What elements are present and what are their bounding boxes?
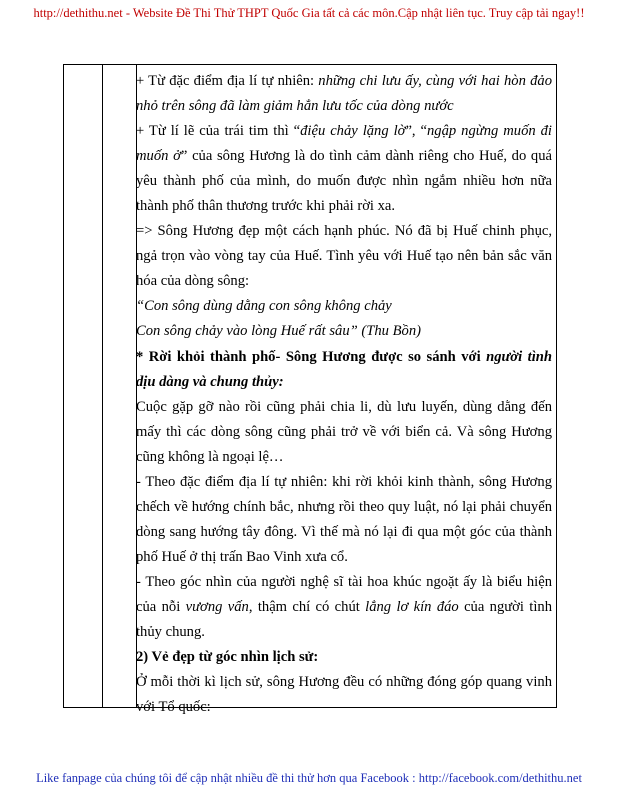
paragraph-conclusion: => Sông Hương đẹp một cách hạnh phúc. Nó đã bị Huế chinh phục, ngả trọn vào vòng tay của Huế. Tình yêu với Huế tạo nên bản sắc văn hóa của dòng sông:: [136, 223, 552, 290]
section-heading-leaving-city: * Rời khỏi thành phố- Sông Hương được so sánh với người tình dịu dàng và chung thủy:: [136, 348, 552, 390]
answer-content: [136, 69, 552, 720]
paragraph-geography-1: + Từ đặc điểm địa lí tự nhiên: những chi lưu ấy, cùng với hai hòn đảo nhỏ trên sông đã làm giảm hẳn lưu tốc của dòng nước: [136, 73, 552, 115]
page-footer-link[interactable]: Like fanpage của chúng tôi để cập nhật nhiều đề thi thử hơn qua Facebook : http://facebook.com/dethithu.net: [36, 771, 582, 785]
paragraph-history: Ở mỗi thời kì lịch sử, sông Hương đều có những đóng góp quang vinh với Tổ quốc:: [136, 674, 552, 716]
paragraph-heart-reason: + Từ lí lẽ của trái tim thì “điệu chảy lặng lờ”, “ngập ngừng muốn đi muốn ở” của sông Hương là do tình cảm dành riêng cho Huế, do quá yêu thành phố của mình, do muốn được nhìn ngắm nhiều hơn nữa thành phố thân thương trước khi phải rời xa.: [136, 123, 552, 215]
poem-line-2: Con sông chảy vào lòng Huế rất sâu” (Thu Bồn): [136, 323, 421, 340]
paragraph-farewell: Cuộc gặp gỡ nào rồi cũng phải chia li, dù lưu luyến, dùng dằng đến mấy thì các dòng sông cũng phải trở về với biển cả. Và sông Hương cũng không là ngoại lệ…: [136, 398, 552, 465]
section-heading-history: 2) Vẻ đẹp từ góc nhìn lịch sử:: [136, 649, 319, 666]
column-divider-1: [102, 65, 103, 707]
paragraph-geography-2: - Theo đặc điểm địa lí tự nhiên: khi rời khỏi kinh thành, sông Hương chếch về hướng chính bắc, nhưng rồi theo quy luật, nó lại phải chuyển dòng sang hướng tây đông. Vì thế mà nó lại đi qua một góc của thành phố Huế ở thị trấn Bao Vinh xưa cổ.: [136, 473, 552, 565]
poem-line-1: “Con sông dùng dằng con sông không chảy: [136, 298, 392, 315]
paragraph-artist-view: - Theo góc nhìn của người nghệ sĩ tài hoa khúc ngoặt ấy là biểu hiện của nỗi vương vấn, thậm chí có chút lẳng lơ kín đáo của người tình thủy chung.: [136, 573, 552, 641]
page-header-link[interactable]: http://dethithu.net - Website Đề Thi Thử THPT Quốc Gia tất cả các môn.Cập nhật liên tục. Truy cập tải ngay!!: [33, 6, 585, 20]
